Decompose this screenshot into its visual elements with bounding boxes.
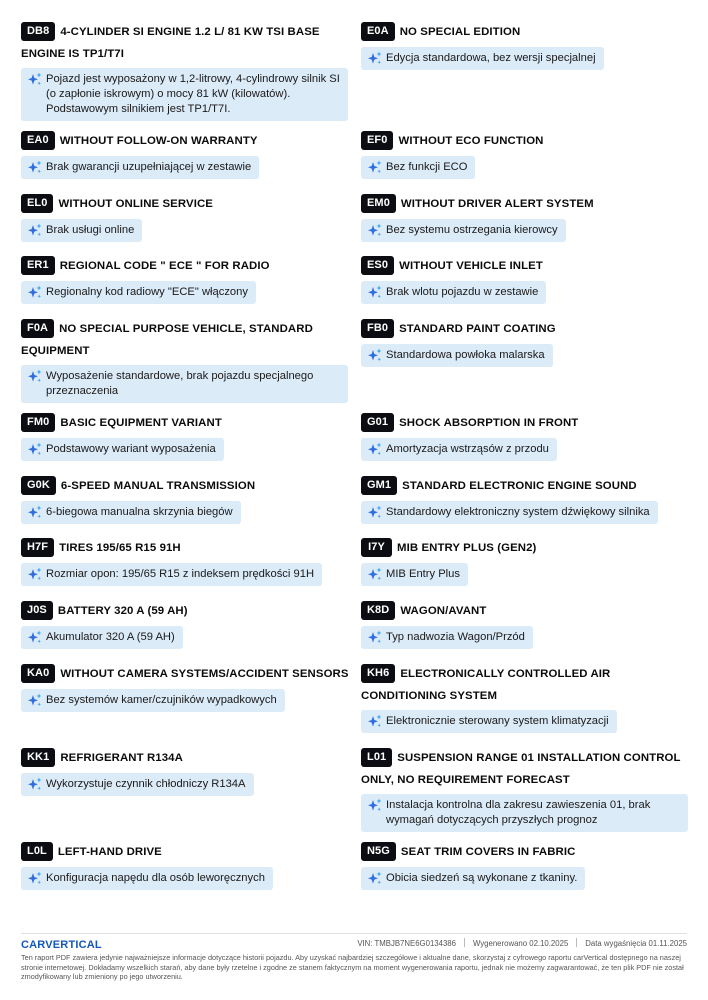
option-description-text: Wyposażenie standardowe, brak pojazdu specjalnego przeznaczenia — [46, 370, 314, 397]
option-title: TIRES 195/65 R15 91H — [59, 542, 181, 554]
option-description-text: Standardowy elektroniczny system dźwiękowy silnika — [386, 505, 650, 518]
equipment-header — [361, 664, 689, 707]
option-description — [21, 867, 273, 890]
option-description-text: Akumulator 320 A (59 AH) — [46, 630, 175, 643]
option-description-text: Amortyzacja wstrząsów z przodu — [386, 442, 549, 455]
equipment-header — [361, 22, 689, 44]
option-description — [361, 344, 553, 367]
ai-sparkle-icon — [367, 160, 383, 175]
ai-sparkle-icon — [367, 798, 383, 813]
option-title: SEAT TRIM COVERS IN FABRIC — [400, 846, 576, 858]
option-description-text: Bez systemów kamer/czujników wypadkowych — [46, 693, 277, 706]
option-code-badge: G0K — [21, 476, 56, 495]
option-description — [361, 867, 585, 890]
vin-label: VIN: TMBJB7NE6G0134386 — [357, 939, 456, 948]
ai-sparkle-icon — [27, 777, 43, 792]
option-code-badge: EM0 — [361, 194, 396, 213]
option-description — [21, 156, 259, 179]
equipment-item — [21, 842, 349, 891]
option-title: STANDARD ELECTRONIC ENGINE SOUND — [402, 480, 637, 492]
equipment-item — [21, 22, 349, 121]
ai-sparkle-icon — [27, 223, 43, 238]
option-code-badge: FB0 — [361, 319, 394, 338]
option-description — [361, 794, 688, 832]
equipment-item — [361, 413, 689, 462]
option-description-text: Brak gwarancji uzupełniającej w zestawie — [46, 160, 252, 173]
option-description-text: Podstawowy wariant wyposażenia — [46, 442, 216, 455]
option-code-badge: G01 — [361, 413, 394, 432]
option-code-badge: DB8 — [21, 22, 55, 41]
equipment-item — [361, 748, 689, 832]
equipment-header — [21, 842, 349, 864]
equipment-header — [21, 601, 349, 623]
equipment-item — [21, 131, 349, 180]
option-title: WITHOUT FOLLOW-ON WARRANTY — [59, 135, 258, 147]
option-code-badge: EA0 — [21, 131, 55, 150]
equipment-header — [361, 601, 689, 623]
option-description — [21, 365, 348, 403]
option-description-text: Regionalny kod radiowy "ECE" włączony — [46, 285, 248, 298]
option-code-badge: F0A — [21, 319, 54, 338]
option-title: SUSPENSION RANGE 01 INSTALLATION CONTROL ONLY, NO REQUIREMENT FORECAST — [361, 752, 681, 786]
option-description-text: Brak usługi online — [46, 223, 135, 236]
option-title: 6-SPEED MANUAL TRANSMISSION — [60, 480, 256, 492]
option-title: LEFT-HAND DRIVE — [57, 846, 162, 858]
expiry-date: Data wygaśnięcia 01.11.2025 — [585, 939, 687, 948]
ai-sparkle-icon — [27, 285, 43, 300]
option-description-text: Obicia siedzeń są wykonane z tkaniny. — [386, 871, 578, 884]
equipment-item — [21, 664, 349, 713]
equipment-header — [21, 748, 349, 770]
disclaimer-note: Ten raport PDF zawiera jedynie najważniejsze informacje dotyczące historii pojazdu. Aby uzyskać najbardziej szczegółowe i aktualne dane, skorzystaj z cyfrowego raportu carVertical dostępnego na naszej stronie internetowej. Dokładamy wszelkich starań, aby dane były rzetelne i zgodne ze stanem faktycznym na moment wygenerowania raportu, jednak nie możemy zagwarantować, że ten plik PDF nie został zmodyfikowany lub zmieniony po jego utworzeniu. — [21, 953, 684, 981]
option-description — [361, 156, 475, 179]
option-code-badge: ES0 — [361, 256, 394, 275]
equipment-item — [361, 22, 689, 71]
option-title: BASIC EQUIPMENT VARIANT — [60, 417, 222, 429]
equipment-header — [361, 319, 689, 341]
option-description-text: Pojazd jest wyposażony w 1,2-litrowy, 4-cylindrowy silnik SI (o zapłonie iskrowym) o mocy 81 kW (kilowatów). Podstawowym silnikiem jest TP1/T7I. — [46, 73, 340, 115]
option-description-text: Edycja standardowa, bez wersji specjalnej — [386, 51, 596, 64]
equipment-item — [361, 194, 689, 243]
ai-sparkle-icon — [27, 871, 43, 886]
option-code-badge: L0L — [21, 842, 53, 861]
option-description — [361, 501, 658, 524]
equipment-item — [21, 476, 349, 525]
option-title: STANDARD PAINT COATING — [399, 323, 556, 335]
equipment-item — [21, 319, 349, 403]
option-code-badge: KH6 — [361, 664, 395, 683]
option-code-badge: FM0 — [21, 413, 55, 432]
option-description — [21, 626, 183, 649]
equipment-header — [21, 413, 349, 435]
option-code-badge: EL0 — [21, 194, 53, 213]
meta-divider — [464, 938, 465, 947]
equipment-header — [21, 319, 349, 362]
option-description-text: Rozmiar opon: 195/65 R15 z indeksem prędkości 91H — [46, 567, 315, 580]
ai-sparkle-icon — [367, 348, 383, 363]
equipment-header — [361, 842, 689, 864]
option-description — [21, 68, 348, 121]
option-description-text: Brak wlotu pojazdu w zestawie — [386, 285, 539, 298]
equipment-item — [361, 476, 689, 525]
option-code-badge: L01 — [361, 748, 392, 767]
option-title: WITHOUT ONLINE SERVICE — [58, 198, 213, 210]
option-description — [21, 689, 285, 712]
option-title: WITHOUT CAMERA SYSTEMS/ACCIDENT SENSORS — [60, 668, 349, 680]
option-code-badge: E0A — [361, 22, 395, 41]
option-title: MIB ENTRY PLUS (GEN2) — [397, 542, 537, 554]
option-description — [21, 438, 224, 461]
ai-sparkle-icon — [367, 871, 383, 886]
equipment-header — [361, 538, 689, 560]
option-code-badge: H7F — [21, 538, 54, 557]
meta-divider — [576, 938, 577, 947]
option-description-text: 6-biegowa manualna skrzynia biegów — [46, 505, 233, 518]
option-title: WITHOUT DRIVER ALERT SYSTEM — [400, 198, 594, 210]
ai-sparkle-icon — [27, 72, 43, 87]
ai-sparkle-icon — [27, 505, 43, 520]
option-title: NO SPECIAL EDITION — [399, 26, 521, 38]
equipment-item — [21, 194, 349, 243]
option-description-text: Elektronicznie sterowany system klimatyzacji — [386, 715, 609, 727]
equipment-header — [361, 194, 689, 216]
option-description-text: Bez systemu ostrzegania kierowcy — [386, 223, 558, 236]
equipment-header — [21, 256, 349, 278]
option-description — [361, 626, 533, 649]
option-description — [361, 47, 604, 70]
option-code-badge: I7Y — [361, 538, 392, 557]
equipment-header — [361, 413, 689, 435]
option-title: SHOCK ABSORPTION IN FRONT — [399, 417, 579, 429]
equipment-item — [361, 319, 689, 368]
ai-sparkle-icon — [367, 285, 383, 300]
equipment-header — [361, 256, 689, 278]
equipment-item — [361, 131, 689, 180]
report-meta — [357, 938, 687, 948]
option-title: WAGON/AVANT — [400, 605, 487, 617]
option-code-badge: KA0 — [21, 664, 55, 683]
option-code-badge: KK1 — [21, 748, 55, 767]
equipment-item — [21, 413, 349, 462]
option-title: WITHOUT VEHICLE INLET — [399, 260, 543, 272]
option-description — [361, 438, 557, 461]
option-title: NO SPECIAL PURPOSE VEHICLE, STANDARD EQUIPMENT — [21, 323, 313, 357]
option-description — [21, 563, 322, 586]
equipment-header — [361, 476, 689, 498]
ai-sparkle-icon — [367, 51, 383, 66]
equipment-header — [21, 664, 349, 686]
option-description — [21, 501, 241, 524]
equipment-header — [21, 476, 349, 498]
option-description-text: Wykorzystuje czynnik chłodniczy R134A — [46, 777, 246, 790]
option-title: ELECTRONICALLY CONTROLLED AIR CONDITIONING SYSTEM — [361, 668, 611, 702]
equipment-item — [21, 256, 349, 305]
option-description-text: Typ nadwozia Wagon/Przód — [386, 630, 525, 643]
option-description-text: MIB Entry Plus — [386, 567, 460, 580]
report-footer — [21, 933, 687, 981]
equipment-header — [361, 131, 689, 153]
equipment-header — [361, 748, 689, 791]
option-description-text: Bez funkcji ECO — [386, 160, 468, 173]
equipment-item — [21, 538, 349, 587]
ai-sparkle-icon — [367, 505, 383, 520]
ai-sparkle-icon — [27, 567, 43, 582]
option-title: REGIONAL CODE " ECE " FOR RADIO — [59, 260, 270, 272]
ai-sparkle-icon — [27, 369, 43, 384]
ai-sparkle-icon — [367, 223, 383, 238]
option-code-badge: EF0 — [361, 131, 393, 150]
option-title: BATTERY 320 A (59 AH) — [57, 605, 188, 617]
option-title: WITHOUT ECO FUNCTION — [398, 135, 544, 147]
ai-sparkle-icon — [367, 567, 383, 582]
ai-sparkle-icon — [27, 442, 43, 457]
option-title: REFRIGERANT R134A — [60, 752, 183, 764]
option-title: 4-CYLINDER SI ENGINE 1.2 L/ 81 KW TSI BASE ENGINE IS TP1/T7I — [21, 26, 320, 60]
option-code-badge: J0S — [21, 601, 53, 620]
option-description — [361, 281, 546, 304]
equipment-item — [21, 601, 349, 650]
option-description — [361, 563, 468, 586]
option-code-badge: GM1 — [361, 476, 397, 495]
ai-sparkle-icon — [27, 160, 43, 175]
ai-sparkle-icon — [367, 630, 383, 645]
equipment-header — [21, 538, 349, 560]
option-description-text: Instalacja kontrolna dla zakresu zawieszenia 01, brak wymagań dotyczących przyszłych prognoz — [386, 799, 651, 826]
option-description — [21, 281, 256, 304]
option-code-badge: K8D — [361, 601, 395, 620]
option-description — [21, 219, 142, 242]
ai-sparkle-icon — [367, 442, 383, 457]
equipment-item — [361, 538, 689, 587]
equipment-item — [361, 256, 689, 305]
equipment-item — [361, 842, 689, 891]
carvertical-logo: CARVERTICAL — [21, 939, 102, 951]
generated-date: Wygenerowano 02.10.2025 — [472, 939, 569, 948]
equipment-item — [361, 601, 689, 650]
option-description — [361, 219, 566, 242]
ai-sparkle-icon — [27, 693, 43, 708]
equipment-header — [21, 194, 349, 216]
option-code-badge: N5G — [361, 842, 396, 861]
ai-sparkle-icon — [27, 630, 43, 645]
equipment-header — [21, 22, 349, 65]
equipment-header — [21, 131, 349, 153]
option-description-text: Konfiguracja napędu dla osób leworęcznych — [46, 871, 265, 884]
option-description — [21, 773, 254, 796]
ai-sparkle-icon — [367, 714, 383, 729]
option-description — [361, 710, 617, 733]
option-description-text: Standardowa powłoka malarska — [386, 348, 545, 361]
equipment-item — [21, 748, 349, 797]
option-code-badge: ER1 — [21, 256, 55, 275]
equipment-item — [361, 664, 689, 734]
